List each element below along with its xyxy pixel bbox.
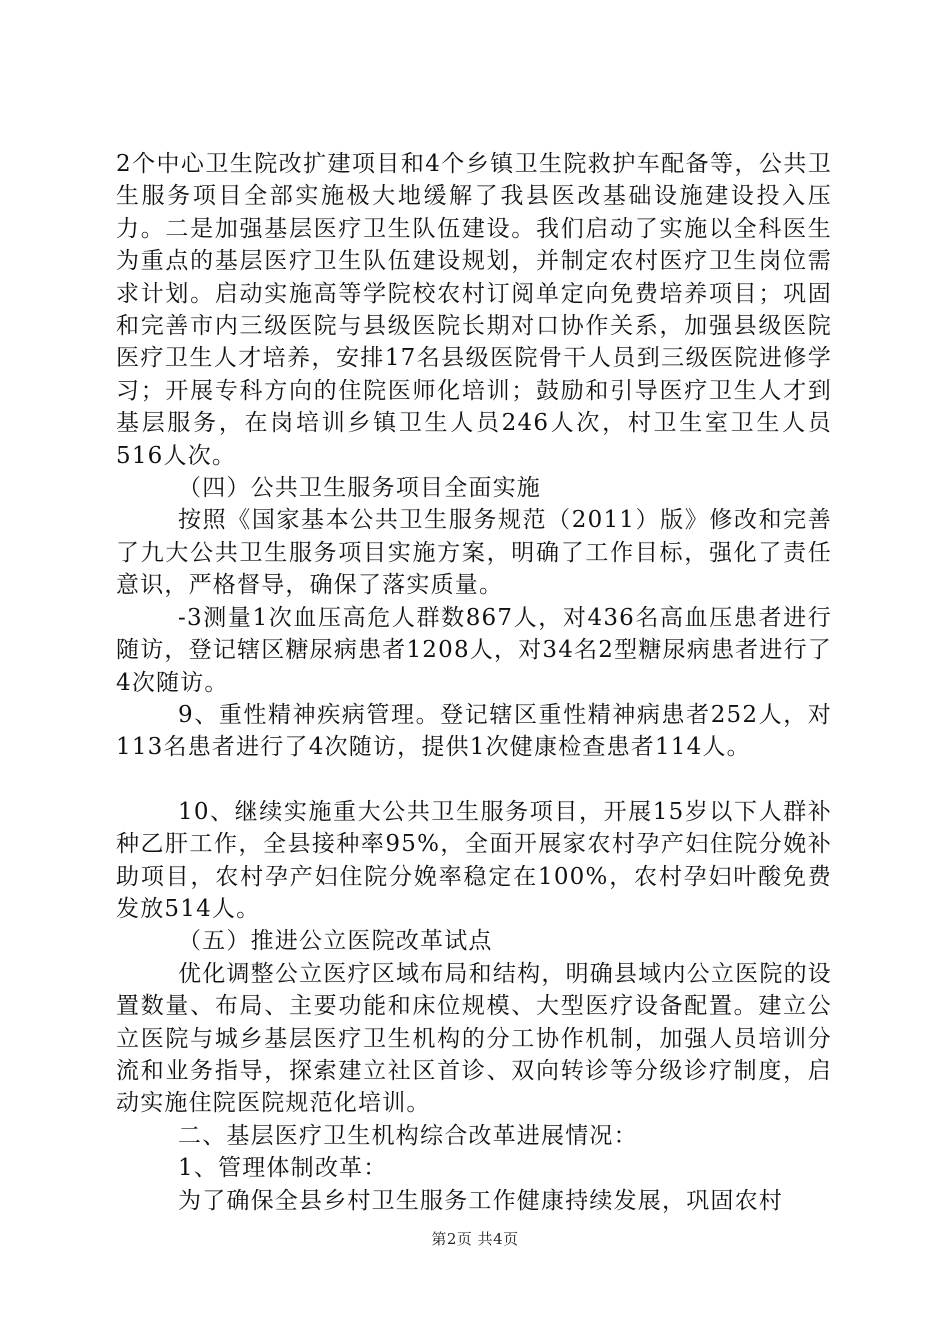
subheading-management-system: 1、管理体制改革：: [178, 1155, 388, 1182]
paragraph-blood-pressure: -3测量1次血压高危人群数867人，对436名高血压患者进行随访，登记辖区糖尿病患者1208人，对34名2型糖尿病患者进行了4次随访。: [116, 604, 832, 696]
paragraph-mental-health: 9、重性精神疾病管理。登记辖区重性精神病患者252人，对113名患者进行了4次随访，提供1次健康检查患者114人。: [116, 701, 832, 761]
paragraph-major-projects: 10、继续实施重大公共卫生服务项目，开展15岁以下人群补种乙肝工作，全县接种率95%，全面开展家农村孕产妇住院分娩补助项目，农村孕产妇住院分娩率稳定在100%，农村孕妇叶酸免费发放514人。: [116, 798, 832, 922]
body-text: [116, 148, 832, 1217]
section-heading-public-health: （四）公共卫生服务项目全面实施: [178, 475, 541, 502]
page-footer: 第2页 共4页: [431, 1230, 519, 1248]
paragraph-hospital-layout: 优化调整公立医疗区域布局和结构，明确县域内公立医院的设置数量、布局、主要功能和床位规模、大型医疗设备配置。建立公立医院与城乡基层医疗卫生机构的分工协作机制，加强人员培训分流和业务指导，探索建立社区首诊、双向转诊等分级诊疗制度，启动实施住院医院规范化培训。: [116, 960, 832, 1117]
blank-gap: [116, 764, 832, 796]
paragraph-infrastructure: 2个中心卫生院改扩建项目和4个乡镇卫生院救护车配备等，公共卫生服务项目全部实施极大地缓解了我县医改基础设施建设投入压力。二是加强基层医疗卫生队伍建设。我们启动了实施以全科医生为重点的基层医疗卫生队伍建设规划，并制定农村医疗卫生岗位需求计划。启动实施高等学院校农村订阅单定向免费培养项目；巩固和完善市内三级医院与县级医院长期对口协作关系，加强县级医院医疗卫生人才培养，安排17名县级医院骨干人员到三级医院进修学习；开展专科方向的住院医师化培训；鼓励和引导医疗卫生人才到基层服务，在岗培训乡镇卫生人员246人次，村卫生室卫生人员516人次。: [116, 151, 832, 469]
paragraph-rural-services: 为了确保全县乡村卫生服务工作健康持续发展，巩固农村: [178, 1187, 783, 1214]
section-heading-hospital-reform: （五）推进公立医院改革试点: [178, 928, 493, 955]
paragraph-service-spec: 按照《国家基本公共卫生服务规范（2011）版》修改和完善了九大公共卫生服务项目实施方案，明确了工作目标，强化了责任意识，严格督导，确保了落实质量。: [116, 507, 832, 599]
section-heading-grassroots-reform: 二、基层医疗卫生机构综合改革进展情况：: [178, 1122, 638, 1149]
